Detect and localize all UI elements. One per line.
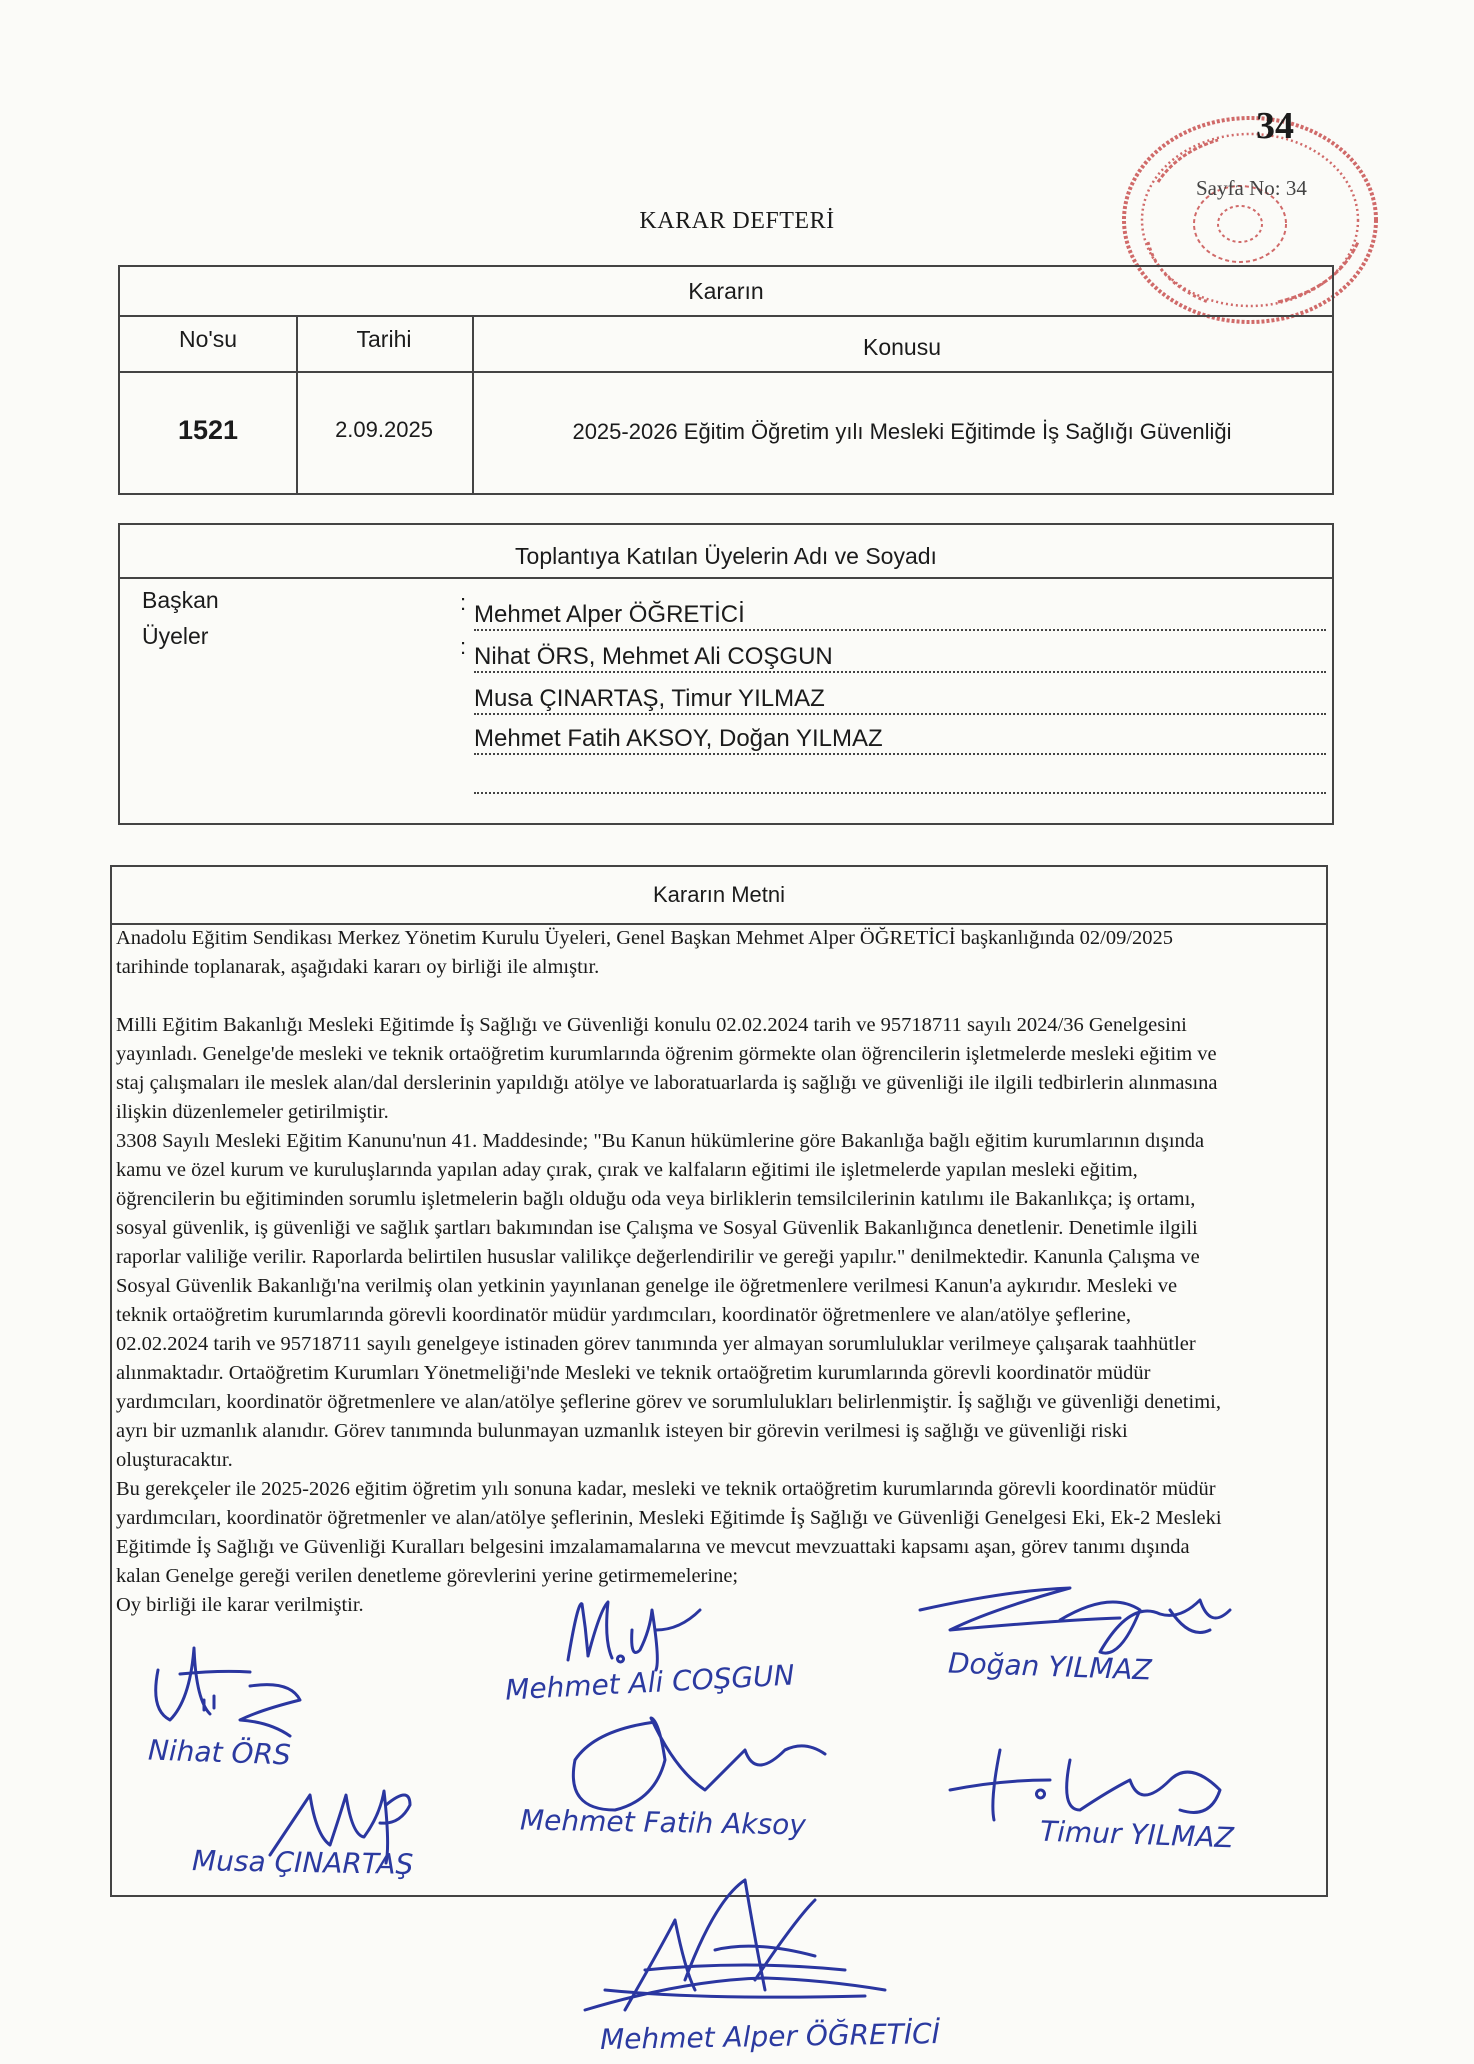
text-line: Bu gerekçeler ile 2025-2026 eğitim öğretim yılı sonuna kadar, mesleki ve teknik ortaöğretim kurumlarında görevli koordinatör müdür [116, 1478, 1216, 1500]
decision-text-body [116, 924, 1326, 1620]
decision-table [118, 265, 1334, 495]
page-number-large: 34 [1256, 105, 1294, 147]
member-line: Musa ÇINARTAŞ, Timur YILMAZ [474, 673, 1326, 715]
role-members: Üyeler [142, 623, 209, 649]
text-line: ayrı bir uzmanlık alanıdır. Görev tanımında bulunmayan uzmanlık isteyen bir görevin verilmesi iş sağlığı ve güvenliği riski [116, 1420, 1128, 1442]
text-line: öğrencilerin bu eğitiminden sorumlu işletmelerin bağlı olduğu oda veya birliklerin temsilcilerinin katılımı ile Bakanlıkça; iş ortamı, [116, 1188, 1196, 1210]
blank-line [116, 982, 1326, 1011]
text-line: alınmaktadır. Ortaöğretim Kurumları Yönetmeliği'nde Mesleki ve teknik ortaöğretim kurumlarında görevli koordinatör müdür [116, 1362, 1151, 1384]
text-line: staj çalışmaları ile meslek alan/dal derslerinin yapıldığı atölye ve laboratuarlarda iş sağlığı ve güvenliği ile ilgili tedbirlerin alınmasına [116, 1072, 1218, 1094]
text-line: Oy birliği ile karar verilmiştir. [116, 1594, 364, 1616]
signature-name-fatih: Mehmet Fatih Aksoy [519, 1803, 807, 1842]
text-line: ilişkin düzenlemeler getirilmiştir. [116, 1101, 389, 1123]
colon-separator: : [460, 590, 467, 615]
text-line: 02.02.2024 tarih ve 95718711 sayılı genelgeye istinaden görev tanımında yer almayan sorumluluklar verilmeye çalışarak taahhütler [116, 1333, 1196, 1355]
decision-subject: 2025-2026 Eğitim Öğretim yılı Mesleki Eğitimde İş Sağlığı Güvenliği [572, 419, 1232, 444]
text-line: yayınladı. Genelge'de mesleki ve teknik ortaöğretim kurumlarında öğrenim görmekte olan öğrencilerin işletmelerde mesleki eğitim ve [116, 1043, 1217, 1065]
signature-alper [565, 1860, 925, 2030]
signature-nihat [140, 1640, 310, 1740]
member-line: Nihat ÖRS, Mehmet Ali COŞGUN [474, 631, 1326, 673]
role-chairman: Başkan [142, 587, 219, 613]
signature-name-mehmet-ali: Mehmet Ali COŞGUN [504, 1658, 796, 1707]
document-title: KARAR DEFTERİ [639, 208, 835, 234]
text-line: 3308 Sayılı Mesleki Eğitim Kanunu'nun 41. Maddesinde; "Bu Kanun hükümlerine göre Bakanlığa bağlı eğitim kurumlarının dışında [116, 1130, 1205, 1152]
signature-fatih [555, 1710, 835, 1820]
decision-date: 2.09.2025 [335, 417, 433, 442]
signature-name-musa: Musa ÇINARTAŞ [191, 1844, 414, 1881]
column-header-date: Tarihi [296, 315, 474, 373]
attendees-header: Toplantıya Katılan Üyelerin Adı ve Soyadı [120, 525, 1332, 579]
decision-text-header: Kararın Metni [112, 867, 1326, 925]
column-header-number: No'su [120, 315, 298, 373]
text-line: teknik ortaöğretim kurumlarında görevli koordinatör müdür yardımcıları, koordinatör öğretmenlere ve alan/atölye şeflerine, [116, 1304, 1131, 1326]
decision-table-header: Kararın [120, 267, 1332, 317]
text-line: Milli Eğitim Bakanlığı Mesleki Eğitimde İş Sağlığı ve Güvenliği konulu 02.02.2024 tarih ve 95718711 sayılı 2024/36 Genelgesini [116, 1014, 1187, 1036]
member-line: Mehmet Alper ÖĞRETİCİ [474, 589, 1326, 631]
text-line: Sosyal Güvenlik Bakanlığı'na verilmiş olan yetkinin yayınlanan genelge ile öğretmenlere verilmesi Kanun'a aykırıdır. Mesleki ve [116, 1275, 1178, 1297]
signature-mehmet-ali [560, 1590, 730, 1670]
text-line: oluşturacaktır. [116, 1449, 233, 1471]
member-line-empty [474, 752, 1326, 794]
column-header-subject: Konusu [472, 315, 1332, 373]
signature-name-nihat: Nihat ÖRS [147, 1733, 292, 1772]
text-line: sosyal güvenlik, iş güvenliği ve sağlık şartları bakımından ise Çalışma ve Sosyal Güvenlik Bakanlığınca denetlenir. Denetimle ilgili [116, 1217, 1198, 1239]
decision-number: 1521 [177, 415, 239, 445]
text-line: yardımcıları, koordinatör öğretmenler ve alan/atölye şeflerinin, Mesleki Eğitimde İş Sağlığı ve Güvenliği Genelgesi Eki, Ek-2 Mesleki [116, 1507, 1222, 1529]
signature-name-alper: Mehmet Alper ÖĞRETİCİ [599, 2017, 941, 2056]
page-number-label: Sayfa No: 34 [1196, 176, 1307, 200]
signature-name-timur: Timur YILMAZ [1039, 1814, 1235, 1855]
text-line: tarihinde toplanarak, aşağıdaki kararı oy birliği ile almıştır. [116, 956, 600, 978]
colon-separator: : [460, 634, 467, 659]
text-line: raporlar valiliğe verilir. Raporlarda belirtilen hususlar valilikçe değerlendirilir ve gereği yapılır." denilmektedir. Kanunla Çalışma ve [116, 1246, 1200, 1268]
text-line: yardımcıları, koordinatör öğretmenlere ve alan/atölye şeflerine görev ve sorumlulukları belirlenmiştir. İş sağlığı ve güvenliği denetimi, [116, 1391, 1221, 1413]
member-line: Mehmet Fatih AKSOY, Doğan YILMAZ [474, 713, 1326, 755]
text-line: Anadolu Eğitim Sendikası Merkez Yönetim Kurulu Üyeleri, Genel Başkan Mehmet Alper ÖĞRETİCİ başkanlığında 02/09/2025 [116, 927, 1174, 949]
text-line: Eğitimde İş Sağlığı ve Güvenliği Kuralları belgesini imzalamamalarına ve mevcut mevzuattaki kapsamı aşan, görev tanımı dışında [116, 1536, 1190, 1558]
text-line: kamu ve özel kurum ve kuruluşlarında yapılan aday çırak, çırak ve kalfaların eğitimi ile işletmelerde yapılan mesleki eğitim, [116, 1159, 1138, 1181]
text-line: kalan Genelge gereği verilen denetleme görevlerini yerine getirmemelerine; [116, 1565, 739, 1587]
signature-name-dogan: Doğan YILMAZ [947, 1646, 1153, 1687]
